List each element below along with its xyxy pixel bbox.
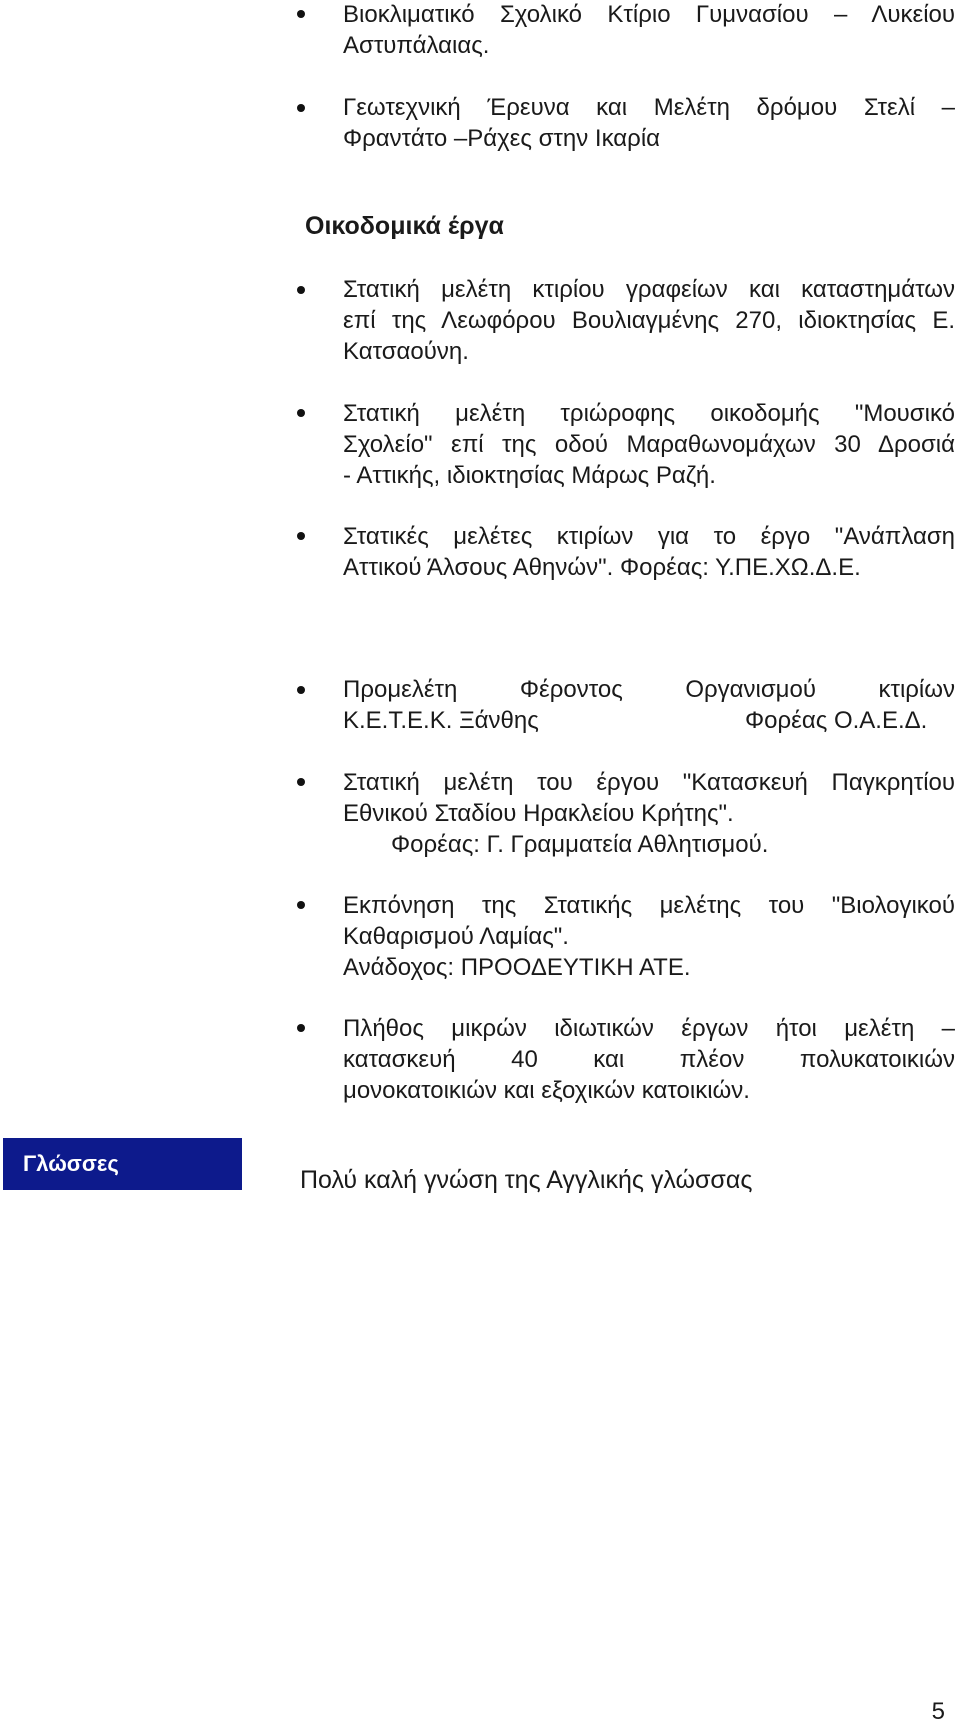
list-item-text: Στατική μελέτη κτιρίου γραφείων και καταστημάτων επί της Λεωφόρου Βουλιαγμένης 270, ιδιοκτησίας Ε. Κατσαούνη. <box>343 276 955 365</box>
bullet-icon <box>297 286 305 294</box>
list-item-text: Εκπόνηση της Στατικής μελέτης του "Βιολογικού Καθαρισμού Λαμίας". Ανάδοχος: ΠΡΟΟΔΕΥΤΙΚΗ ΑΤΕ. <box>343 892 955 981</box>
bullet-icon <box>297 409 305 417</box>
bullet-icon <box>297 901 305 909</box>
page-number: 5 <box>931 1698 945 1725</box>
list-item-text: Στατικές μελέτες κτιρίων για το έργο "Ανάπλαση Αττικού Άλσους Αθηνών". Φορέας: Υ.ΠΕ.ΧΩ.Δ.Ε. <box>343 523 955 581</box>
bullet-icon <box>297 1024 305 1032</box>
list-item-text: Πλήθος μικρών ιδιωτικών έργων ήτοι μελέτη – κατασκευή 40 και πλέον πολυκατοικιών μονοκατοικιών και εξοχικών κατοικιών. <box>343 1015 955 1104</box>
bullet-icon <box>297 778 305 786</box>
list-item-text: Γεωτεχνική Έρευνα και Μελέτη δρόμου Στελί – Φραντάτο –Ράχες στην Ικαρία <box>343 94 955 152</box>
list-item-text: Βιοκλιματικό Σχολικό Κτίριο Γυμνασίου – Λυκείου Αστυπάλαιας. <box>343 1 955 59</box>
bullet-icon <box>297 104 305 112</box>
list-item-text: Προμελέτη Φέροντος Οργανισμού κτιρίων Κ.Ε.Τ.Ε.Κ. Ξάνθης Φορέας Ο.Α.Ε.Δ. <box>343 676 955 734</box>
languages-value: Πολύ καλή γνώση της Αγγλικής γλώσσας <box>300 1166 753 1194</box>
list-item-text: Στατική μελέτη του έργου "Κατασκευή Παγκρητίου Εθνικού Σταδίου Ηρακλείου Κρήτης". Φορέας: Γ. Γραμματεία Αθλητισμού. <box>343 769 955 858</box>
bullet-icon <box>297 532 305 540</box>
bullet-icon <box>297 686 305 694</box>
bullet-icon <box>297 10 305 18</box>
list-item-text: Στατική μελέτη τριώροφης οικοδομής "Μουσικό Σχολείο" επί της οδού Μαραθωνομάχων 30 Δροσιά - Αττικής, ιδιοκτησίας Μάρως Ραζή. <box>343 400 955 489</box>
section-heading: Οικοδομικά έργα <box>305 212 504 240</box>
languages-label: Γλώσσες <box>3 1138 242 1190</box>
